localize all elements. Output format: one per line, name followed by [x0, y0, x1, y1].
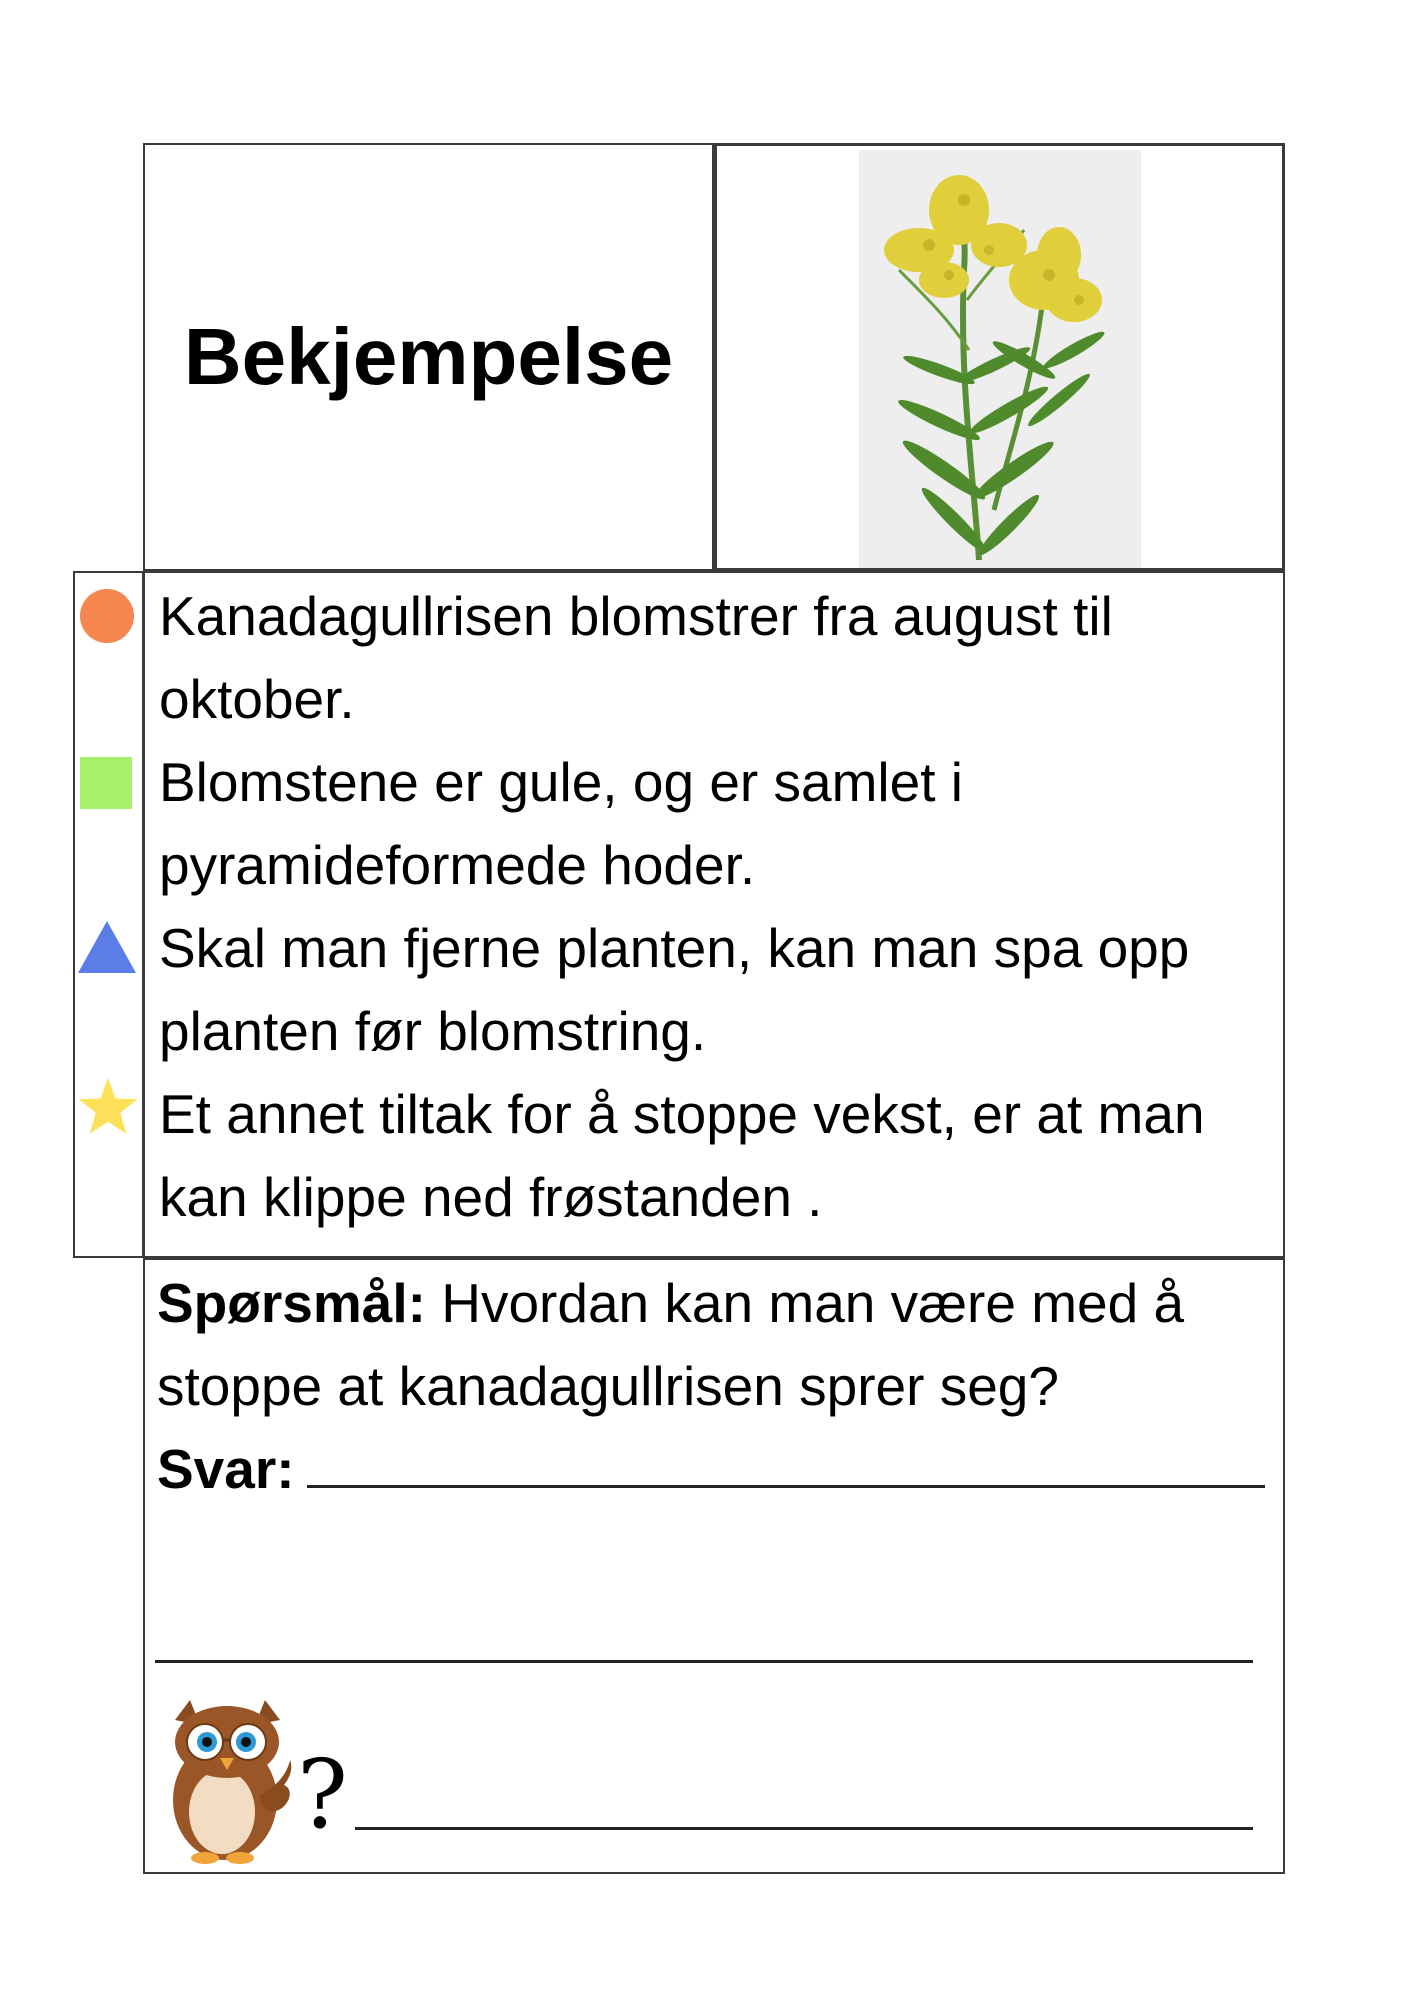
answer-label: Svar: — [157, 1438, 295, 1500]
facts-cell — [143, 571, 1285, 1258]
page-title: Bekjempelse — [183, 312, 674, 401]
fact-text-3: Skal man fjerne planten, kan man spa opp planten før blomstring. — [159, 917, 1190, 1062]
title-cell — [143, 143, 714, 571]
question-text: Hvordan kan man være med å stoppe at kanadagullrisen sprer seg? — [157, 1272, 1185, 1417]
fact-text-4: Et annet tiltak for å stoppe vekst, er at man kan klippe ned frøstanden . — [159, 1083, 1205, 1228]
image-cell — [714, 143, 1285, 571]
green-square-icon — [80, 757, 132, 809]
question-paragraph — [157, 1262, 1277, 1428]
icon-column — [73, 571, 144, 1258]
question-mark: ? — [297, 1740, 348, 1850]
orange-circle-icon — [79, 588, 135, 644]
blue-triangle-icon — [78, 921, 136, 973]
answer-line-1[interactable] — [307, 1485, 1265, 1488]
answer-line-2[interactable] — [155, 1660, 1253, 1663]
question-label: Spørsmål: — [157, 1272, 426, 1334]
owl-icon — [160, 1700, 295, 1865]
answer-line-3[interactable] — [355, 1827, 1253, 1830]
plant-photo — [859, 150, 1141, 568]
yellow-star-icon — [78, 1078, 138, 1136]
fact-text-1: Kanadagullrisen blomstrer fra august til oktober. — [159, 585, 1113, 730]
fact-text-2: Blomstene er gule, og er samlet i pyramideformede hoder. — [159, 751, 963, 896]
